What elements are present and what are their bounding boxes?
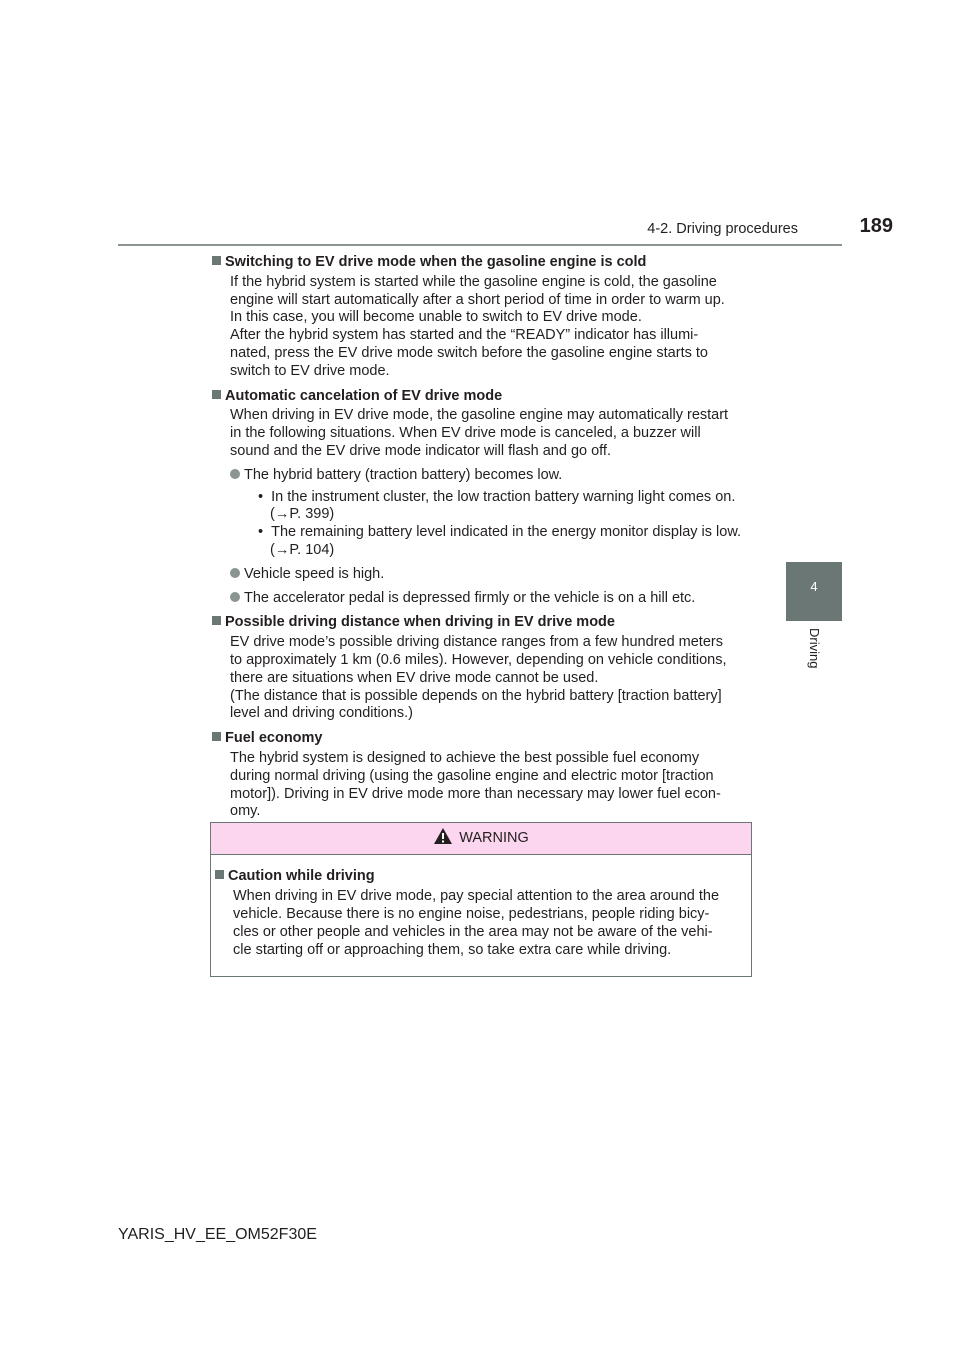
chapter-tab[interactable] [786,562,842,621]
warning-label: WARNING [459,830,529,846]
list-item: The accelerator pedal is depressed firmly or the vehicle is on a hill etc. [230,590,744,608]
section-paragraph: The hybrid system is designed to achieve the best possible fuel economy during normal driving (using the gasoline engine and electric motor [traction motor]). Driving in EV drive mode more than necessary may lower fuel econ- omy. [230,749,721,820]
warning-header [211,823,751,855]
square-bullet-icon [212,256,221,265]
sub-list-item: • The remaining battery level indicated in the energy monitor display is low. (→P. 104) [258,524,742,558]
section-heading: Switching to EV drive mode when the gasoline engine is cold [212,254,744,272]
section-title: 4-2. Driving procedures [647,221,798,237]
section-heading: Possible driving distance when driving in EV drive mode [212,614,744,632]
square-bullet-icon [215,870,224,879]
page-number: 189 [859,215,893,237]
bullet-dot-icon [230,469,240,479]
section-heading: Fuel economy [212,730,744,748]
square-bullet-icon [212,732,221,741]
section-paragraph: EV drive mode’s possible driving distance ranges from a few hundred meters to approximately 1 km (0.6 miles). However, depending on vehicle conditions, there are situations when EV drive mode cannot be used. (The distance that is possible depends on the hybrid battery [traction battery] level and driving conditions.) [230,634,727,722]
document-code: YARIS_HV_EE_OM52F30E [118,1226,317,1243]
section-paragraph: If the hybrid system is started while the gasoline engine is cold, the gasoline engine will start automatically after a short period of time in order to warm up. In this case, you will become unable to switch to EV drive mode. After the hybrid system has started and the “READY” indicator has illumi- nated, press the EV drive mode switch before the gasoline engine starts to switch to EV drive mode. [230,273,725,379]
list-item: The hybrid battery (traction battery) becomes low. [230,467,744,485]
bullet-dot-icon [230,592,240,602]
chapter-label: Driving [807,628,822,669]
header-rule [118,244,842,246]
list-item: Vehicle speed is high. [230,566,744,584]
warning-box [210,822,752,977]
sub-list-item: • In the instrument cluster, the low traction battery warning light comes on. (→P. 399) [258,488,736,523]
warning-body [211,855,751,959]
chapter-number: 4 [810,579,818,594]
page-reference-link[interactable]: (→P. 399) [270,506,335,523]
main-content [212,254,744,828]
warning-title: Caution while driving [215,867,741,885]
warning-paragraph: When driving in EV drive mode, pay special attention to the area around the vehicle. Because there is no engine noise, pedestrians, people riding bicy- cles or other people and vehicles in the area may not be aware of the vehi- cle starting off or approaching them, so take extra care while driving. [233,888,720,958]
section-driving-distance [212,614,744,723]
section-heading: Automatic cancelation of EV drive mode [212,388,744,406]
page-reference-link[interactable]: (→P. 104) [270,541,335,558]
square-bullet-icon [212,616,221,625]
section-paragraph: When driving in EV drive mode, the gasoline engine may automatically restart in the following situations. When EV drive mode is canceled, a buzzer will sound and the EV drive mode indicator will flash and go off. The hybrid battery (traction battery) becomes low. • In the instrument cluster, the low traction battery warning light comes on. (→P. 399) • The remaining battery level indicated in the energy monitor display is low. (→P. 104) Vehicle speed is high. The accelerator pedal is depressed firmly or the vehicle is on a hill etc. [230,407,744,607]
bullet-dot-icon [230,568,240,578]
warning-triangle-icon [433,827,453,845]
square-bullet-icon [212,390,221,399]
section-ev-cold-engine [212,254,744,381]
section-fuel-economy [212,730,744,821]
page-header [118,215,893,247]
section-auto-cancel [212,388,744,608]
